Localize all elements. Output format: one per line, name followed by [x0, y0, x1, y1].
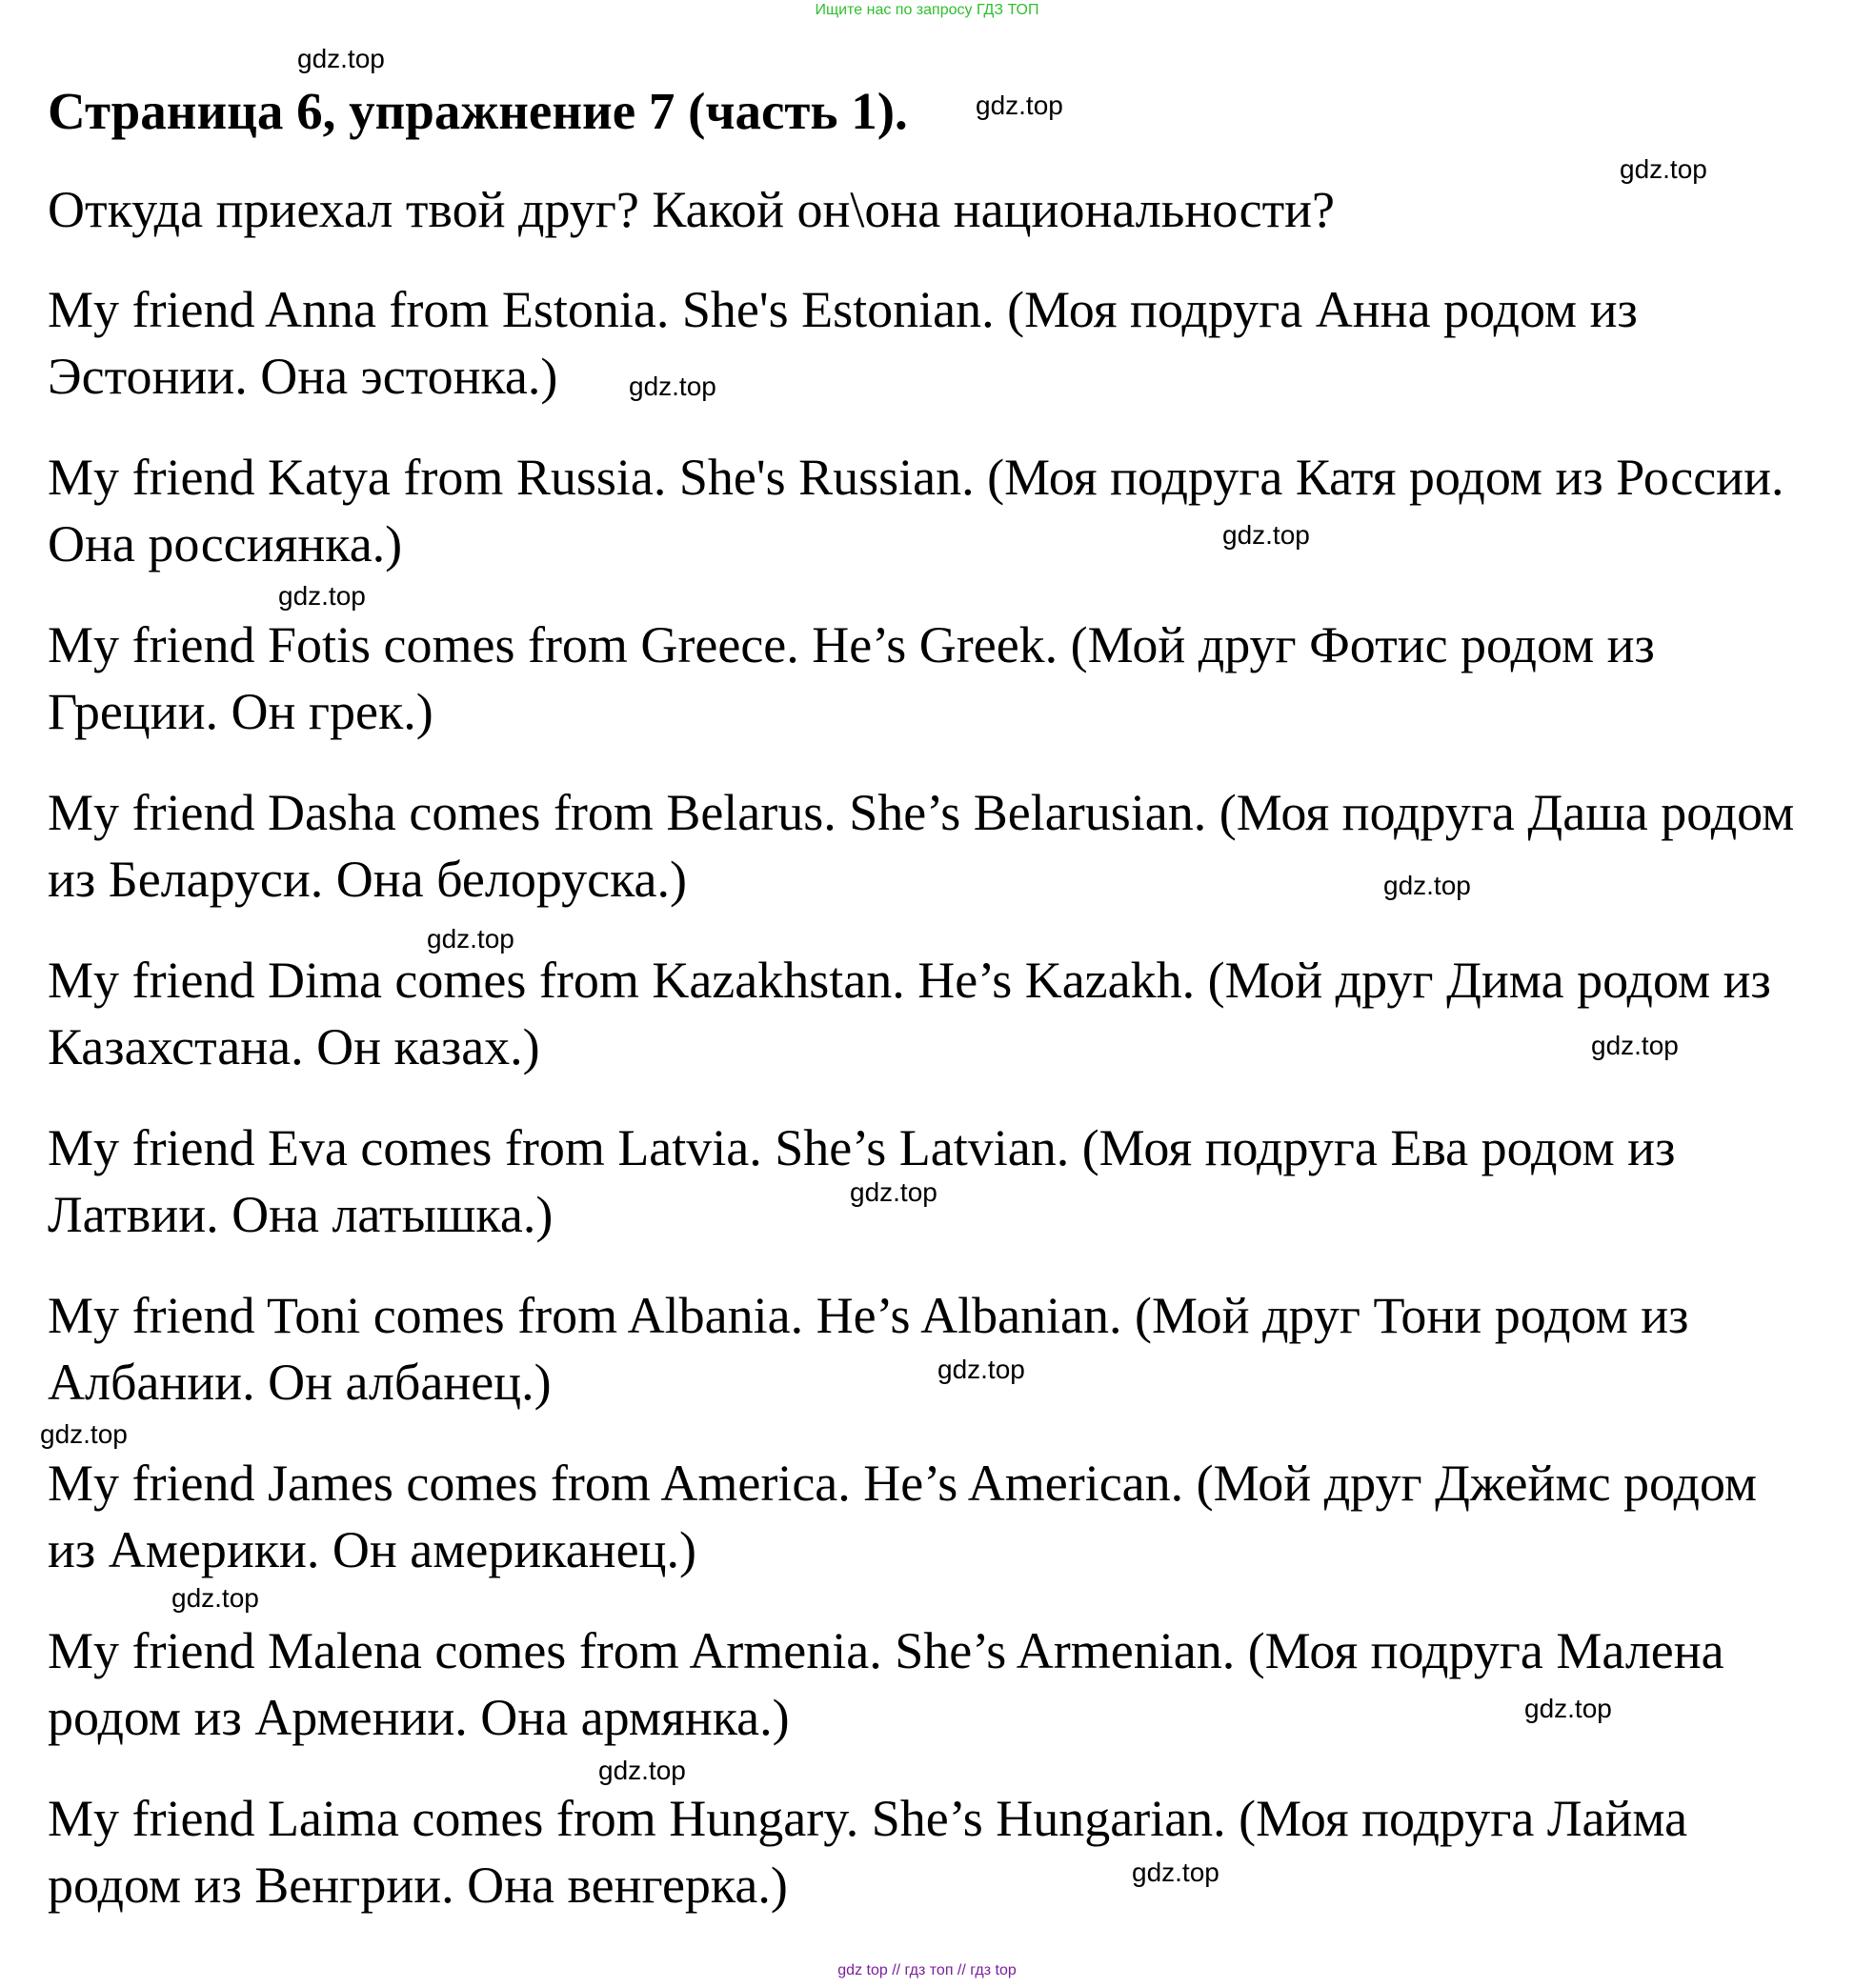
- watermark: gdz.top: [297, 44, 385, 73]
- watermark: gdz.top: [1591, 1031, 1679, 1060]
- watermark: gdz.top: [1620, 154, 1707, 184]
- watermark: gdz.top: [278, 581, 366, 611]
- watermark: gdz.top: [976, 90, 1063, 120]
- watermark: gdz.top: [1222, 520, 1310, 550]
- watermark: gdz.top: [937, 1355, 1025, 1384]
- footer: gdz top // гдз топ // гдз top: [837, 1962, 1017, 1978]
- answer-paragraph: My friend Dasha comes from Belarus. She’s Belarusian. (Моя подруга Даша родом из Беларуси. Она белоруска.): [48, 784, 1795, 908]
- watermark: gdz.top: [1524, 1694, 1612, 1723]
- answer-paragraph: My friend Toni comes from Albania. He’s Albanian. (Мой друг Тони родом из Албании. Он албанец.): [48, 1287, 1689, 1411]
- watermark: gdz.top: [598, 1756, 686, 1785]
- watermark: gdz.top: [1132, 1857, 1219, 1887]
- top-banner: Ищите нас по запросу ГДЗ ТОП: [815, 2, 1039, 18]
- watermark: gdz.top: [629, 371, 716, 401]
- page-title: Страница 6, упражнение 7 (часть 1).: [48, 82, 908, 140]
- answer-paragraph: My friend Malena comes from Armenia. She’s Armenian. (Моя подруга Малена родом из Армении. Она армянка.): [48, 1622, 1724, 1746]
- answer-paragraph: My friend Eva comes from Latvia. She’s Latvian. (Моя подруга Ева родом из Латвии. Она латышка.): [48, 1119, 1676, 1243]
- answer-paragraph: My friend James comes from America. He’s American. (Мой друг Джеймс родом из Америки. Он американец.): [48, 1455, 1758, 1578]
- answer-paragraph: My friend Fotis comes from Greece. He’s Greek. (Мой друг Фотис родом из Греции. Он грек.): [48, 616, 1655, 740]
- watermark: gdz.top: [40, 1419, 128, 1449]
- watermark: gdz.top: [850, 1177, 937, 1207]
- watermark: gdz.top: [171, 1583, 259, 1613]
- answer-paragraph: My friend Anna from Estonia. She's Estonian. (Моя подруга Анна родом из Эстонии. Она эстонка.): [48, 281, 1638, 405]
- question-text: Откуда приехал твой друг? Какой он\она национальности?: [48, 181, 1336, 238]
- watermark: gdz.top: [427, 924, 514, 954]
- watermark: gdz.top: [1383, 871, 1471, 900]
- answer-paragraph: My friend Laima comes from Hungary. She’s Hungarian. (Моя подруга Лайма родом из Венгрии. Она венгерка.): [48, 1790, 1688, 1914]
- answer-paragraph: My friend Katya from Russia. She's Russian. (Моя подруга Катя родом из России. Она россиянка.): [48, 449, 1784, 572]
- answer-paragraph: My friend Dima comes from Kazakhstan. He’s Kazakh. (Мой друг Дима родом из Казахстана. Он казах.): [48, 952, 1771, 1075]
